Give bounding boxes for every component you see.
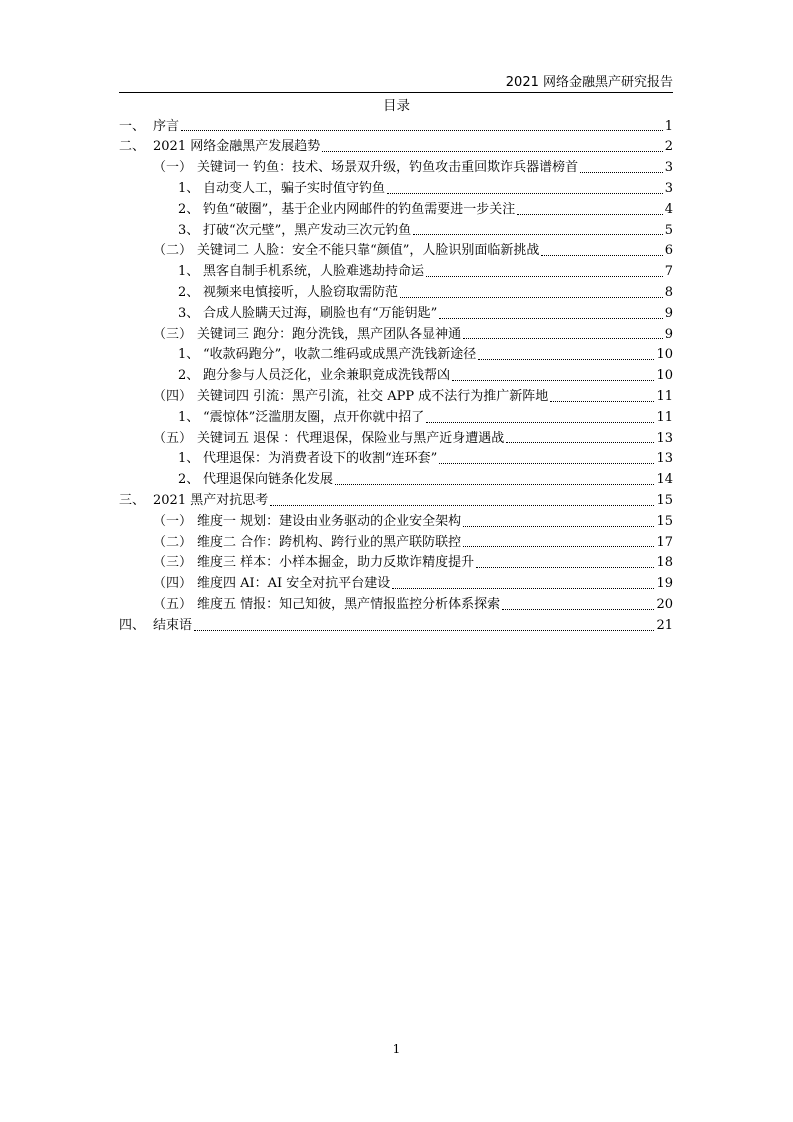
dot-leader [426,422,654,423]
toc-entry-page: 8 [664,284,673,300]
toc-entry-page: 6 [664,243,673,259]
dot-leader [517,214,662,215]
toc-entry-title: 关键词四 引流：黑产引流，社交 APP 成不法行为推广新阵地 [197,388,549,404]
toc-entry-title: 自动变人工，骗子实时值守钓鱼 [203,180,386,196]
toc-entry[interactable] [119,553,673,574]
toc-entry-page: 11 [656,388,673,404]
toc-entry-page: 17 [656,534,673,550]
toc-entry-page: 10 [656,368,673,384]
toc-entry-page: 14 [656,472,673,488]
toc-entry-page: 15 [656,513,673,529]
toc-entry-page: 9 [664,305,673,321]
dot-leader [270,505,654,506]
toc-entry-page: 4 [664,201,673,217]
toc-entry-title: 关键词一 钓鱼：技术、场景双升级，钓鱼攻击重回欺诈兵器谱榜首 [197,160,579,176]
dot-leader [502,609,654,610]
toc-entry[interactable] [119,616,673,637]
toc-entry-page: 1 [664,118,673,134]
dot-leader [335,484,654,485]
toc-entry-number: （三） [153,326,193,342]
toc-entry[interactable] [119,533,673,554]
toc-entry-number: 一、 [119,118,146,134]
toc-entry-number: 1、 [178,347,200,363]
toc-entry-title: 跑分参与人员泛化，业余兼职竟成洗钱帮凶 [203,368,451,384]
toc-entry-page: 20 [656,596,673,612]
toc-entry-number: 3、 [178,305,200,321]
toc-entry-title: 维度四 AI：AI 安全对抗平台建设 [197,576,391,592]
toc-entry[interactable] [119,470,673,491]
toc-entry-title: 维度三 样本：小样本掘金，助力反欺诈精度提升 [197,555,475,571]
toc-entry[interactable] [119,200,673,221]
toc-entry[interactable] [119,449,673,470]
dot-leader [392,588,654,589]
toc-entry-number: （四） [153,576,193,592]
page-number: 1 [392,1042,401,1056]
toc-entry[interactable] [119,408,673,429]
table-of-contents [119,117,673,637]
toc-entry-number: （一） [153,513,193,529]
toc-entry[interactable] [119,221,673,242]
toc-entry[interactable] [119,283,673,304]
toc-entry[interactable] [119,117,673,138]
toc-entry-title: 维度二 合作：跨机构、跨行业的黑产联防联控 [197,534,462,550]
toc-entry-title: 2021 黑产对抗思考 [153,492,269,508]
toc-entry[interactable] [119,345,673,366]
toc-entry-title: 维度一 规划：建设由业务驱动的企业安全架构 [197,513,462,529]
toc-entry-number: 3、 [178,222,200,238]
dot-leader [476,567,654,568]
dot-leader [413,234,662,235]
toc-entry[interactable] [119,241,673,262]
toc-entry-number: 1、 [178,264,200,280]
toc-entry-number: （二） [153,534,193,550]
toc-entry-title: 代理退保：为消费者设下的收割“连环套” [203,451,438,467]
toc-entry-number: 2、 [178,284,200,300]
toc-entry[interactable] [119,366,673,387]
toc-entry[interactable] [119,387,673,408]
toc-entry-title: “收款码跑分”，收款二维码或成黑产洗钱新途径 [203,347,477,363]
toc-entry[interactable] [119,325,673,346]
toc-entry-title: 结束语 [153,617,193,633]
toc-entry-number: （四） [153,388,193,404]
toc-entry-title: 2021 网络金融黑产发展趋势 [153,139,321,155]
toc-entry-page: 10 [656,347,673,363]
toc-entry[interactable] [119,179,673,200]
dot-leader [580,172,663,173]
dot-leader [194,630,654,631]
toc-entry-page: 19 [656,576,673,592]
toc-entry-title: 打破“次元壁”，黑产发动三次元钓鱼 [203,222,412,238]
toc-entry-number: 1、 [178,409,200,425]
toc-entry-title: 关键词二 人脸：安全不能只靠“颜值”，人脸识别面临新挑战 [197,243,540,259]
toc-entry-page: 13 [656,430,673,446]
toc-entry-number: 1、 [178,180,200,196]
toc-entry-title: 维度五 情报：知己知彼，黑产情报监控分析体系探索 [197,596,501,612]
toc-entry-title: 关键词三 跑分：跑分洗钱，黑产团队各显神通 [197,326,462,342]
toc-entry-number: 四、 [119,617,146,633]
dot-leader [463,526,654,527]
toc-entry-number: （二） [153,243,193,259]
toc-entry-title: 关键词五 退保 ：代理退保，保险业与黑产近身遭遇战 [197,430,505,446]
toc-entry-page: 21 [656,617,673,633]
toc-entry-title: 黑客自制手机系统，人脸难逃劫持命运 [203,264,425,280]
dot-leader [387,193,663,194]
toc-entry[interactable] [119,512,673,533]
toc-entry-page: 7 [664,264,673,280]
toc-entry-number: 2、 [178,472,200,488]
toc-entry-title: 序言 [153,118,180,134]
toc-entry[interactable] [119,429,673,450]
header-rule [119,92,673,93]
dot-leader [541,255,662,256]
dot-leader [463,338,663,339]
toc-entry-number: 二、 [119,139,146,155]
dot-leader [463,546,654,547]
toc-entry-page: 2 [664,139,673,155]
dot-leader [439,318,662,319]
dot-leader [506,442,654,443]
toc-entry-page: 13 [656,451,673,467]
toc-entry[interactable] [119,574,673,595]
toc-entry-number: 1、 [178,451,200,467]
dot-leader [478,359,654,360]
running-header: 2021 网络金融黑产研究报告 [505,75,673,90]
toc-entry-number: （五） [153,430,193,446]
dot-leader [322,151,663,152]
toc-entry-page: 11 [656,409,673,425]
toc-entry-page: 18 [656,555,673,571]
toc-entry[interactable] [119,304,673,325]
dot-leader [400,297,663,298]
dot-leader [426,276,663,277]
toc-entry[interactable] [119,262,673,283]
toc-entry-page: 15 [656,492,673,508]
toc-entry[interactable] [119,491,673,512]
toc-entry-page: 5 [664,222,673,238]
toc-entry-page: 9 [664,326,673,342]
toc-entry[interactable] [119,137,673,158]
dot-leader [439,463,654,464]
toc-entry-number: （一） [153,160,193,176]
toc-entry-title: 视频来电慎接听，人脸窃取需防范 [203,284,399,300]
toc-entry[interactable] [119,595,673,616]
toc-entry-title: 钓鱼“破圈”，基于企业内网邮件的钓鱼需要进一步关注 [203,201,516,217]
toc-entry-number: 2、 [178,201,200,217]
dot-leader [181,130,663,131]
toc-entry-number: 2、 [178,368,200,384]
toc-entry-page: 3 [664,160,673,176]
toc-entry-number: （五） [153,596,193,612]
dot-leader [550,401,654,402]
dot-leader [452,380,654,381]
toc-entry[interactable] [119,158,673,179]
toc-entry-number: （三） [153,555,193,571]
toc-title: 目录 [383,98,410,114]
toc-entry-title: 代理退保向链条化发展 [203,472,334,488]
toc-entry-number: 三、 [119,492,146,508]
toc-entry-page: 3 [664,180,673,196]
toc-entry-title: “震惊体”泛滥朋友圈，点开你就中招了 [203,409,425,425]
toc-entry-title: 合成人脸瞒天过海，刷脸也有“万能钥匙” [203,305,438,321]
